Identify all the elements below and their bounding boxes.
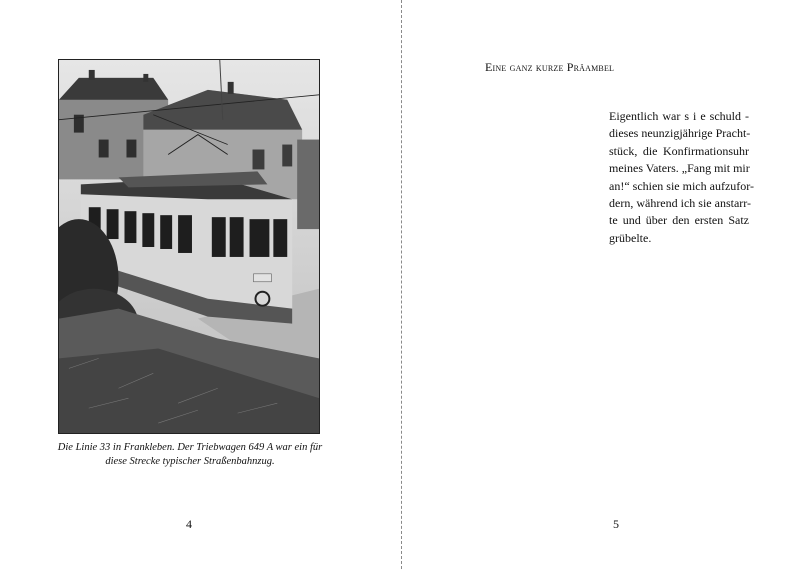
body-line: dieses neunzigjährige Pracht- (609, 126, 751, 141)
body-line: dern, während ich sie anstarr- (609, 195, 752, 210)
body-line: meines Vaters. „Fang mit mir (609, 161, 750, 176)
page-number-right: 5 (613, 517, 619, 531)
body-line: grübelte. (609, 230, 652, 245)
page-gutter-divider (401, 0, 402, 569)
body-line: te und über den ersten Satz (609, 213, 749, 228)
tram-photo-image (59, 60, 319, 433)
photo-caption: Die Linie 33 in Frankleben. Der Triebwagen 649 A war ein für diese Strecke typischer Straßenbahnzug. (57, 442, 323, 467)
chapter-title: Eine ganz kurze Präambel (485, 60, 615, 74)
body-line: Eigentlich war s i e schuld - (609, 109, 749, 123)
body-line: an!“ schien sie mich aufzufor- (609, 178, 755, 193)
body-paragraph (609, 108, 755, 247)
page-number-left: 4 (186, 517, 192, 531)
tram-photo (58, 59, 320, 434)
body-line: stück, die Konfirmationsuhr (609, 143, 749, 158)
right-page (403, 0, 800, 569)
